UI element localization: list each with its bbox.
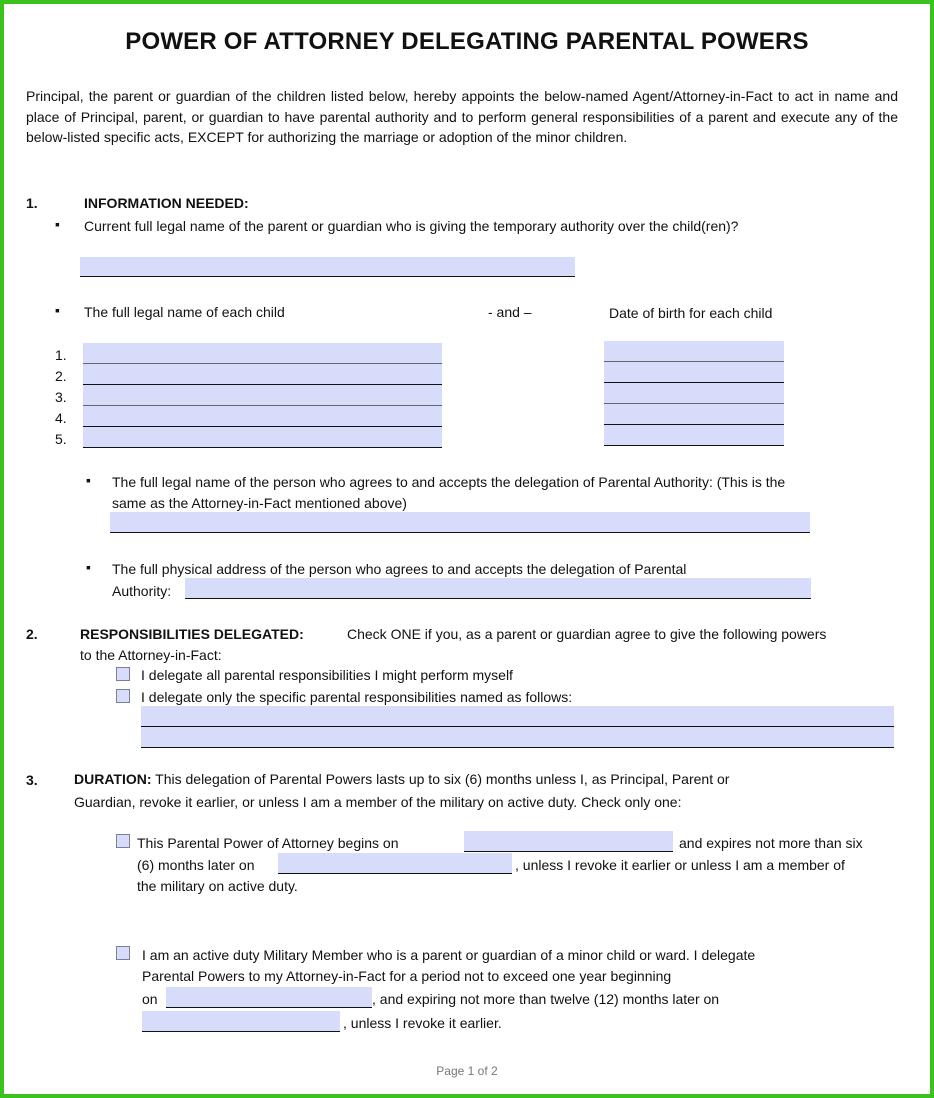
dob-field-2[interactable] (604, 362, 784, 383)
unless-revoke-label: , unless I revoke it earlier. (343, 1015, 502, 1031)
row-number: 3. (55, 389, 67, 405)
child-name-field-4[interactable] (83, 406, 442, 427)
bullet-icon: ▪ (55, 302, 60, 318)
bullet-icon: ▪ (86, 472, 91, 488)
child-name-field-2[interactable] (83, 364, 442, 385)
months-later-label: (6) months later on (137, 857, 255, 873)
page-number: Page 1 of 2 (436, 1064, 498, 1078)
begins-on-checkbox[interactable] (116, 834, 130, 848)
intro-paragraph: Principal, the parent or guardian of the children listed below, hereby appoints the below-named Agent/Attorney-in-Fact to act in name and place of Principal, parent, or guardian to have parental authority and to perform general responsibilities of a parent and execute any of the below-listed specific acts, EXCEPT for authorizing the marriage or adoption of the minor children. (26, 88, 898, 145)
section-3-text-line1 (74, 769, 906, 790)
agent-address-question: The full physical address of the person who agrees to and accepts the delegation of Parental (112, 561, 687, 577)
section-1-heading: INFORMATION NEEDED: (84, 195, 249, 211)
delegate-all-checkbox[interactable] (116, 667, 130, 681)
row-number: 1. (55, 347, 67, 363)
section-3-text: This delegation of Parental Powers lasts up to six (6) months unless I, as Principal, Parent or (155, 771, 730, 787)
military-checkbox[interactable] (116, 946, 130, 960)
dob-field-3[interactable] (604, 383, 784, 404)
section-3-text-cont: Guardian, revoke it earlier, or unless I am a member of the military on active duty. Check only one: (74, 794, 682, 810)
bullet-icon: ▪ (55, 216, 60, 232)
revoke-label: , unless I revoke it earlier or unless I am a member of (515, 857, 845, 873)
begins-on-date-field[interactable] (464, 831, 673, 852)
section-3-heading: DURATION: (74, 771, 152, 787)
row-number: 4. (55, 410, 67, 426)
parent-name-field[interactable] (80, 257, 575, 277)
child-name-label: The full legal name of each child (84, 304, 285, 320)
document-title: POWER OF ATTORNEY DELEGATING PARENTAL POWERS (125, 28, 809, 55)
child-name-field-1[interactable] (83, 343, 442, 364)
agent-address-field[interactable] (185, 578, 811, 599)
parent-name-question: Current full legal name of the parent or guardian who is giving the temporary authority over the child(ren)? (84, 218, 739, 234)
military-label: I am an active duty Military Member who is a parent or guardian of a minor child or ward. I delegate (142, 947, 756, 963)
section-1-number: 1. (26, 195, 38, 211)
row-number: 2. (55, 368, 67, 384)
agent-name-question-cont: same as the Attorney-in-Fact mentioned above) (112, 495, 407, 511)
child-name-field-5[interactable] (83, 427, 442, 448)
on-label: on (142, 991, 158, 1007)
military-end-date-field[interactable] (142, 1011, 340, 1032)
active-duty-label: the military on active duty. (137, 878, 298, 894)
and-label: - and – (488, 304, 532, 320)
military-begin-date-field[interactable] (166, 987, 372, 1008)
dob-field-1[interactable] (604, 341, 784, 362)
expires-label: and expires not more than six (679, 835, 863, 851)
row-number: 5. (55, 431, 67, 447)
agent-address-label: Authority: (112, 583, 172, 599)
dob-label: Date of birth for each child (609, 305, 773, 321)
delegate-all-label: I delegate all parental responsibilities I might perform myself (141, 667, 513, 683)
section-2-text: Check ONE if you, as a parent or guardian agree to give the following powers (347, 626, 827, 642)
begins-on-label: This Parental Power of Attorney begins on (137, 835, 399, 851)
bullet-icon: ▪ (86, 559, 91, 575)
section-2-number: 2. (26, 626, 38, 642)
delegate-specific-label: I delegate only the specific parental responsibilities named as follows: (141, 689, 573, 705)
agent-name-question: The full legal name of the person who agrees to and accepts the delegation of Parental Authority: (This is the (112, 474, 786, 490)
agent-name-field[interactable] (110, 512, 810, 533)
dob-field-5[interactable] (604, 425, 784, 446)
months-later-date-field[interactable] (278, 853, 512, 874)
dob-field-4[interactable] (604, 404, 784, 425)
expiring-label: , and expiring not more than twelve (12) months later on (372, 991, 720, 1007)
specific-responsibilities-field-2[interactable] (141, 727, 894, 748)
specific-responsibilities-field-1[interactable] (141, 706, 894, 727)
delegate-specific-checkbox[interactable] (116, 689, 130, 703)
section-3-number: 3. (26, 772, 38, 788)
section-2-text-cont: to the Attorney-in-Fact: (80, 647, 222, 663)
section-2-heading: RESPONSIBILITIES DELEGATED: (80, 626, 304, 642)
military-label-cont: Parental Powers to my Attorney-in-Fact for a period not to exceed one year beginning (142, 968, 672, 984)
child-name-field-3[interactable] (83, 385, 442, 406)
